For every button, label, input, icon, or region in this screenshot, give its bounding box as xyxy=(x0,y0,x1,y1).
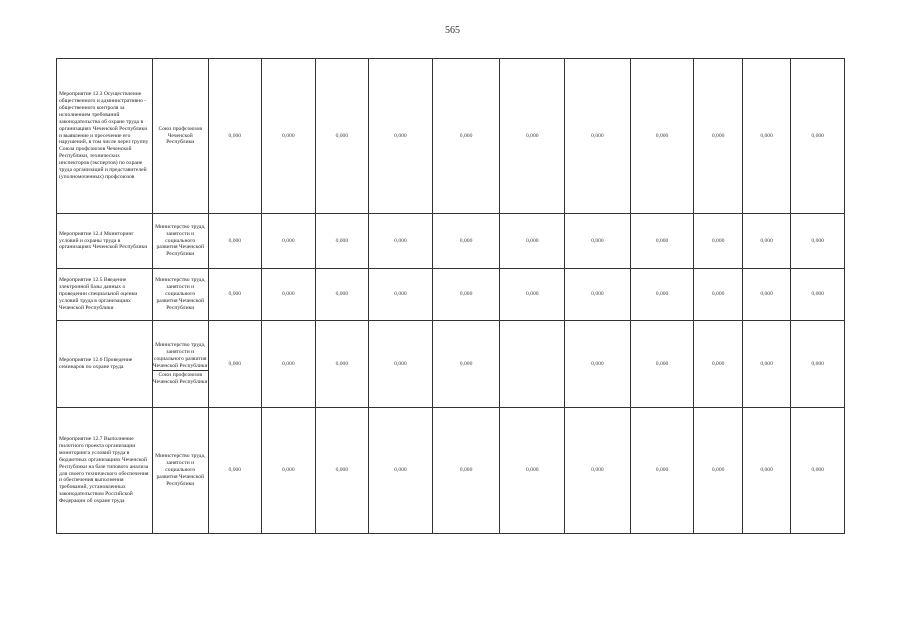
value-cell: 0,000 xyxy=(742,59,790,214)
activity-cell: Мероприятие 12.7 Выполнение пилотного проекта организации мониторинга условий труда в бюджетных организациях Чеченской Республики на базе типового анализа для своего технического обеспечения и обеспечения выполнения требований, установленных законодательством Российской Федерации об охране труда xyxy=(57,408,153,534)
value-cell: 0,000 xyxy=(791,321,845,408)
value-cell: 0,000 xyxy=(791,59,845,214)
value-cell: 0,000 xyxy=(565,321,631,408)
value-cell: 0,000 xyxy=(630,269,694,321)
value-cell: 0,000 xyxy=(694,408,742,534)
value-cell xyxy=(500,321,565,408)
value-cell: 0,000 xyxy=(694,214,742,269)
value-cell: 0,000 xyxy=(500,269,565,321)
value-cell: 0,000 xyxy=(208,269,262,321)
value-cell: 0,000 xyxy=(565,214,631,269)
value-cell: 0,000 xyxy=(369,408,433,534)
value-cell: 0,000 xyxy=(565,408,631,534)
executor-cell xyxy=(152,214,208,269)
value-cell: 0,000 xyxy=(742,408,790,534)
value-cell: 0,000 xyxy=(432,408,500,534)
executor-cell xyxy=(152,321,208,408)
value-cell: 0,000 xyxy=(262,269,316,321)
value-cell: 0,000 xyxy=(315,214,369,269)
value-cell: 0,000 xyxy=(742,269,790,321)
value-cell: 0,000 xyxy=(315,321,369,408)
executor-cell xyxy=(152,269,208,321)
value-cell: 0,000 xyxy=(315,269,369,321)
value-cell: 0,000 xyxy=(630,59,694,214)
table-row xyxy=(57,214,845,269)
value-cell: 0,000 xyxy=(208,321,262,408)
activity-cell: Мероприятие 12.4 Мониторинг условий и охраны труда в организациях Чеченской Республики xyxy=(57,214,153,269)
activity-cell: Мероприятие 12.3 Осуществление общественного и административно - общественного контроля за исполнением требований законодательства об охране труда в организациях Чеченской Республики и выявление и пресечение его нарушений, в том числе через группу Союза профсоюзов Чеченской Республики, технических инспекторов (экспертов) по охране труда организаций и представителей (уполномоченных) профсоюзов xyxy=(57,59,153,214)
value-cell: 0,000 xyxy=(630,321,694,408)
value-cell: 0,000 xyxy=(694,321,742,408)
value-cell: 0,000 xyxy=(432,214,500,269)
value-cell: 0,000 xyxy=(791,214,845,269)
value-cell: 0,000 xyxy=(369,269,433,321)
table-row xyxy=(57,59,845,214)
value-cell: 0,000 xyxy=(500,214,565,269)
value-cell: 0,000 xyxy=(432,321,500,408)
value-cell: 0,000 xyxy=(315,408,369,534)
value-cell: 0,000 xyxy=(369,321,433,408)
value-cell: 0,000 xyxy=(630,408,694,534)
value-cell: 0,000 xyxy=(630,214,694,269)
executor-name: Министерство труда, занятости и социального развития Чеченской Республики xyxy=(155,453,206,487)
value-cell: 0,000 xyxy=(315,59,369,214)
table-row xyxy=(57,269,845,321)
value-cell: 0,000 xyxy=(262,59,316,214)
value-cell: 0,000 xyxy=(500,59,565,214)
executor-cell xyxy=(152,408,208,534)
value-cell: 0,000 xyxy=(208,214,262,269)
value-cell: 0,000 xyxy=(208,408,262,534)
value-cell: 0,000 xyxy=(791,269,845,321)
executor-name: Союз профсоюзов Чеченской Республики xyxy=(153,371,208,385)
activity-cell: Мероприятие 12.6 Проведение семинаров по охране труда xyxy=(57,321,153,408)
value-cell: 0,000 xyxy=(262,214,316,269)
table-row xyxy=(57,321,845,408)
executor-name: Союз профсоюзов Чеченской Республики xyxy=(158,125,203,146)
value-cell: 0,000 xyxy=(694,59,742,214)
value-cell: 0,000 xyxy=(742,321,790,408)
value-cell: 0,000 xyxy=(369,214,433,269)
value-cell: 0,000 xyxy=(432,269,500,321)
value-cell: 0,000 xyxy=(432,59,500,214)
budget-table xyxy=(56,58,845,534)
value-cell: 0,000 xyxy=(694,269,742,321)
value-cell: 0,000 xyxy=(791,408,845,534)
value-cell: 0,000 xyxy=(565,59,631,214)
executor-name: Министерство труда, занятости и социального развития Чеченской Республики xyxy=(155,223,206,258)
executor-name: Министерство труда, занятости и социального развития Чеченской Республики xyxy=(153,342,208,369)
activity-cell: Мероприятие 12.5 Введение электронной базы данных о проведении специальной оценки условий труда в организациях Чеченской Республики xyxy=(57,269,153,321)
value-cell: 0,000 xyxy=(208,59,262,214)
value-cell: 0,000 xyxy=(369,59,433,214)
executor-name: Министерство труда, занятости и социального развития Чеченской Республики xyxy=(155,277,206,311)
executor-cell xyxy=(152,59,208,214)
page-number: 565 xyxy=(445,25,460,36)
value-cell: 0,000 xyxy=(742,214,790,269)
value-cell: 0,000 xyxy=(500,408,565,534)
table-row xyxy=(57,408,845,534)
value-cell: 0,000 xyxy=(565,269,631,321)
value-cell: 0,000 xyxy=(262,321,316,408)
value-cell: 0,000 xyxy=(262,408,316,534)
